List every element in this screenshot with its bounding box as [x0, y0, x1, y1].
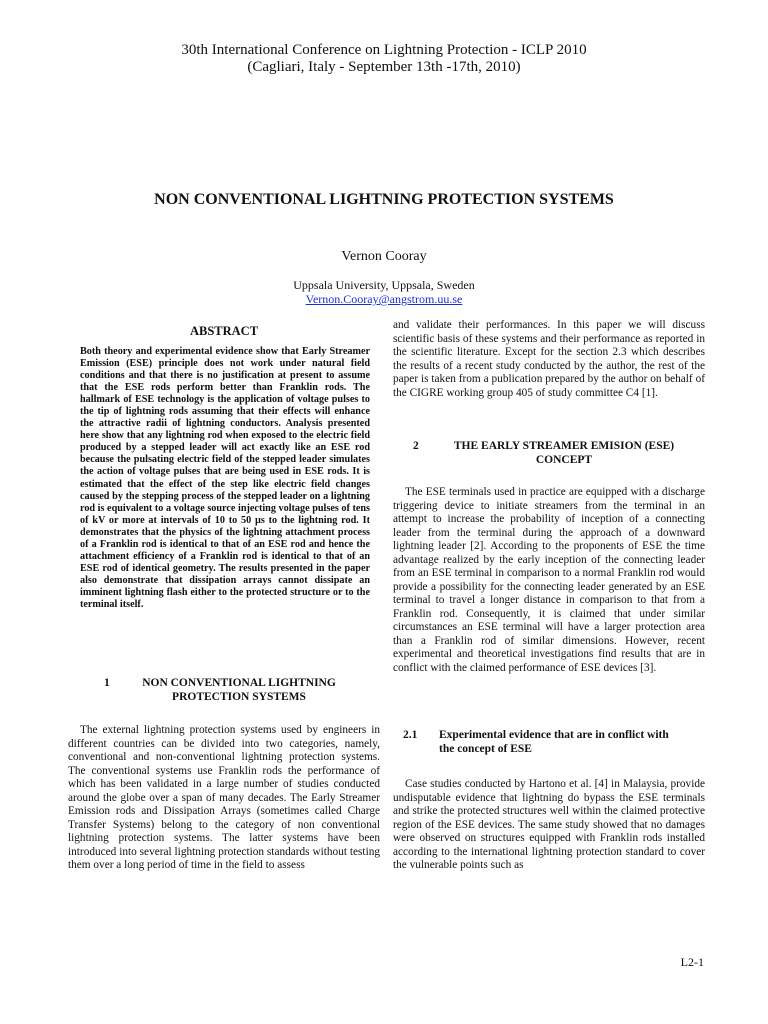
section-title-line: CONCEPT	[535, 454, 593, 466]
conference-name: 30th International Conference on Lightning Protection - ICLP 2010	[181, 42, 587, 58]
section-title-line: THE EARLY STREAMER EMISION (ESE)	[453, 440, 675, 452]
paragraph: and validate their performances. In this paper we will discuss scientific basis of these systems and their performance as reported in the scientific literature. Except for the section 2.3 which describes the results of a recent study conducted by the author, the rest of the paper is taken from a publication prepared by the author on behalf of the CIGRE working group 405 of study committee C4 [1].	[393, 319, 705, 399]
section-1-body	[68, 724, 380, 873]
paragraph: The ESE terminals used in practice are equipped with a discharge triggering device to initiate streamers from the terminal in an attempt to increase the probability of inception of a connecting leader from the terminal during the approach of a downward lightning leader [2]. According to the proponents of ESE the time advantage realized by the early inception of the connecting leader from an ESE terminal in comparison to a normal Franklin rod would provide a possibility for the connecting leader generated by an ESE terminal to travel a longer distance in comparison to that from a Franklin rod. Consequently, it is claimed that under similar circumstances an ESE terminal will have a larger protection area than a Franklin rod of similar dimensions. However, recent experimental and theoretical investigations find results that are in conflict with the claimed performance of ESE devices [3].	[393, 486, 705, 674]
section-1-heading	[68, 676, 380, 704]
conference-location-date: (Cagliari, Italy - September 13th -17th, 2010)	[247, 59, 521, 75]
affiliation: Uppsala University, Uppsala, Sweden	[293, 278, 475, 292]
section-2-1-body	[393, 778, 705, 873]
section-number: 1	[104, 677, 110, 689]
author-affiliation-block	[0, 278, 768, 306]
abstract-text: Both theory and experimental evidence show that Early Streamer Emission (ESE) principle does not work under natural field conditions and that there is no justification at present to assume that the ESE rods perform better than Franklin rods. The hallmark of ESE technology is the application of voltage pulses to the tip of lightning rods assuming that their effects will enhance the attractive radii of lightning conductors. Analysis presented here show that any lightning rod when exposed to the electric field produced by a stepped leader will act exactly like an ESE rod because the pulsating electric field of the stepped leader simulates the action of voltage pulses that are being used in ESE rods. It is estimated that the effect of the step like electric field changes caused by the stepping process of the stepped leader on a lightning rod is equivalent to a voltage source injecting voltage pulses of tens of kV or more at intervals of 10 to 50 µs to the lightning rod. It demonstrates that the physics of the lightning attachment process of a Franklin rod is identical to that of an ESE rod and hence the attachment efficiency of a Franklin rod is identical to that of an ESE rod of identical geometry. The results presented in the paper also demonstrate that dissipation arrays cannot dissipate an imminent lightning flash either to the protected structure or to the terminal itself.	[80, 346, 370, 610]
conference-header	[0, 42, 768, 76]
email-link[interactable]: Vernon.Cooray@angstrom.uu.se	[305, 292, 463, 306]
page-label: L2-1	[680, 955, 704, 969]
paper-title: NON CONVENTIONAL LIGHTNING PROTECTION SYSTEMS	[154, 191, 614, 208]
paragraph: Case studies conducted by Hartono et al. [4] in Malaysia, provide undisputable evidence that lightning do bypass the ESE terminals and strike the protected structures well within the claimed protective region of the ESE devices. The same study showed that no damages were observed on structures equipped with Franklin rods installed according to the international lightning protection standard to cover the vulnerable points such as	[393, 778, 705, 871]
section-2-1-heading	[393, 728, 705, 756]
section-number: 2.1	[403, 729, 418, 741]
abstract-heading: ABSTRACT	[189, 324, 259, 338]
section-title-line: the concept of ESE	[439, 743, 532, 755]
author-name: Vernon Cooray	[341, 249, 427, 264]
paragraph: The external lightning protection systems used by engineers in different countries can be divided into two categories, namely, conventional and non-conventional lightning protection systems. The conventional systems use Franklin rods the performance of which has been validated in a large number of studies conducted around the globe over a span of many decades. The Early Streamer Emission rods and Dissipation Arrays (sometimes called Charge Transfer Systems) belong to the category of non conventional lightning protection systems. The latter systems have been introduced into several lightning protection standards without testing them over a long period of time in the field to assess	[68, 724, 380, 871]
section-1-continued	[393, 319, 705, 400]
section-2-heading	[393, 439, 705, 467]
section-title-line: Experimental evidence that are in conflict with	[439, 729, 669, 741]
section-title-line: NON CONVENTIONAL LIGHTNING	[142, 677, 336, 689]
section-title-line: PROTECTION SYSTEMS	[172, 691, 306, 703]
section-2-body	[393, 486, 705, 675]
section-number: 2	[413, 440, 419, 452]
